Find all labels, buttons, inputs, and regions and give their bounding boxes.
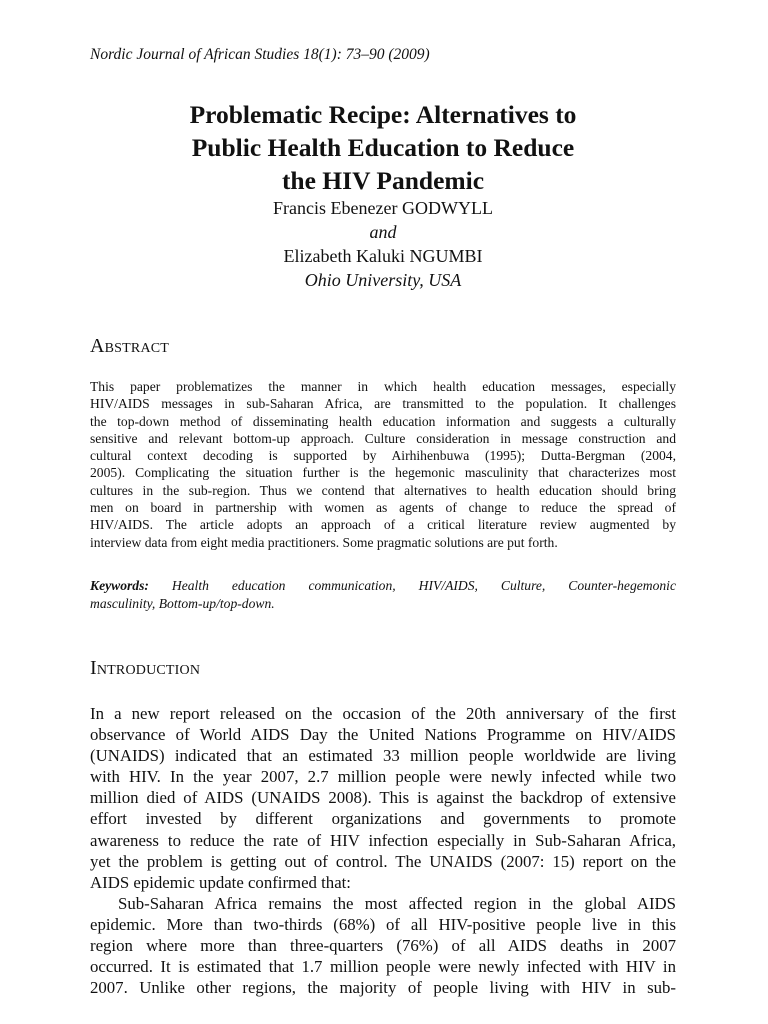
keywords-label: Keywords: bbox=[90, 578, 149, 593]
introduction-heading: Introduction bbox=[90, 657, 201, 679]
abstract-line: sensitive and relevant bottom-up approach. Culture consideration in message construction and bbox=[90, 430, 676, 446]
quote-line: epidemic. More than two-thirds (68%) of all HIV-positive people live in this bbox=[90, 914, 676, 934]
keywords-line: masculinity, Bottom-up/top-down. bbox=[90, 596, 275, 611]
abstract-text bbox=[90, 378, 676, 551]
abstract-line: the top-down method of disseminating health education information and suggests a culturally bbox=[90, 413, 676, 429]
abstract-line: interview data from eight media practitioners. Some pragmatic solutions are put forth. bbox=[90, 534, 558, 550]
author-block bbox=[90, 196, 676, 292]
abstract-line: This paper problematizes the manner in which health education messages, especially bbox=[90, 379, 676, 394]
author-affiliation: Ohio University, USA bbox=[304, 270, 462, 290]
intro-line: effort invested by different organizations and governments to promote bbox=[90, 809, 676, 829]
author-name: Elizabeth Kaluki NGUMBI bbox=[283, 246, 483, 266]
journal-citation-header: Nordic Journal of African Studies 18(1): 73–90 (2009) bbox=[90, 46, 430, 63]
intro-line: awareness to reduce the rate of HIV infection especially in Sub-Saharan Africa, bbox=[90, 830, 676, 850]
author-name: Francis Ebenezer GODWYLL bbox=[273, 198, 493, 218]
keywords-line bbox=[90, 577, 676, 595]
intro-line: AIDS epidemic update confirmed that: bbox=[90, 872, 351, 892]
abstract-line: men on board in partnership with women as agents of change to reduce the spread of bbox=[90, 500, 676, 516]
abstract-line: cultures in the sub-region. Thus we contend that alternatives to health education should bring bbox=[90, 482, 676, 498]
intro-line: observance of World AIDS Day the United Nations Programme on HIV/AIDS bbox=[90, 725, 676, 745]
introduction-text bbox=[90, 703, 676, 998]
abstract-line: cultural context decoding is supported by Airhihenbuwa (1995); Dutta-Bergman (2004, bbox=[90, 448, 676, 464]
quote-line: occurred. It is estimated that 1.7 million people were newly infected with HIV in bbox=[90, 957, 676, 977]
title-line: Public Health Education to Reduce bbox=[191, 133, 575, 162]
intro-line: yet the problem is getting out of control. The UNAIDS (2007: 15) report on the bbox=[90, 851, 676, 871]
intro-line: (UNAIDS) indicated that an estimated 33 million people worldwide are living bbox=[90, 746, 676, 766]
author-conjunction: and bbox=[369, 222, 397, 242]
abstract-line: HIV/AIDS. The article adopts an approach of a critical literature review augmented by bbox=[90, 517, 676, 533]
quote-line: region where more than three-quarters (76%) of all AIDS deaths in 2007 bbox=[90, 936, 676, 956]
abstract-line: HIV/AIDS messages in sub-Saharan Africa, are transmitted to the population. It challenges bbox=[90, 396, 676, 412]
title-line: the HIV Pandemic bbox=[281, 166, 485, 195]
abstract-line: 2005). Complicating the situation further is the hegemonic masculinity that characterizes most bbox=[90, 465, 676, 481]
paper-title bbox=[90, 98, 676, 197]
keywords-block bbox=[90, 577, 676, 613]
abstract-heading: Abstract bbox=[90, 335, 170, 357]
intro-line: with HIV. In the year 2007, 2.7 million people were newly infected while two bbox=[90, 767, 676, 787]
title-line: Problematic Recipe: Alternatives to bbox=[189, 100, 577, 129]
keywords-text: Health education communication, HIV/AIDS, Culture, Counter-hegemonic bbox=[171, 578, 676, 593]
intro-line: million died of AIDS (UNAIDS 2008). This is against the backdrop of extensive bbox=[90, 788, 676, 808]
intro-line: In a new report released on the occasion of the 20th anniversary of the first bbox=[90, 704, 676, 723]
quote-line: Sub-Saharan Africa remains the most affected region in the global AIDS bbox=[118, 893, 676, 913]
quote-line: 2007. Unlike other regions, the majority of people living with HIV in sub- bbox=[90, 978, 676, 998]
